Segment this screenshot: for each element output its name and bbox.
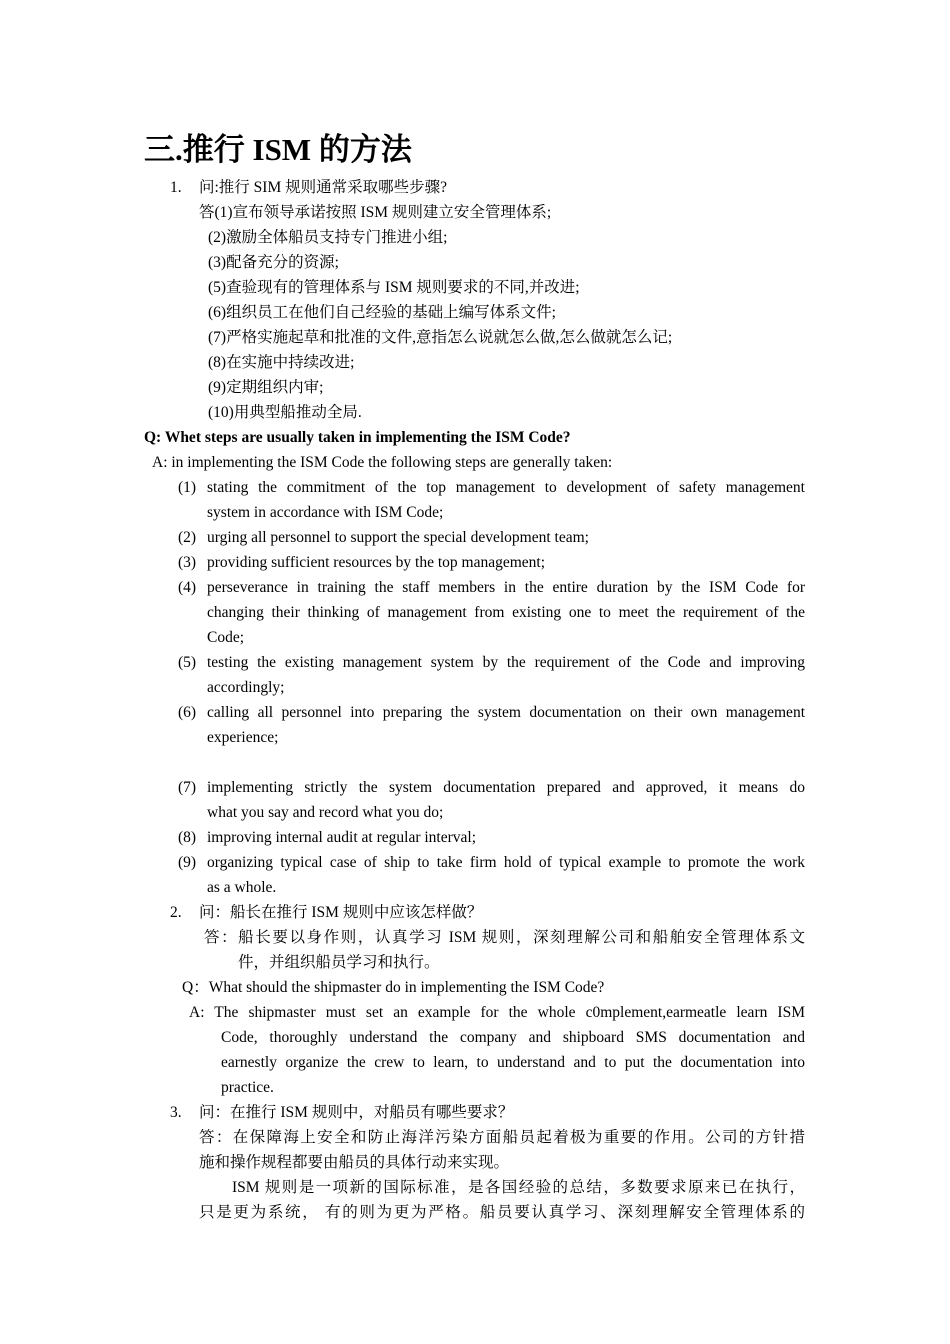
step-line: what you say and record what you do; xyxy=(207,804,444,821)
step-line: implementing strictly the system documentation prepared and approved, it means do xyxy=(207,779,805,796)
step-line: as a whole. xyxy=(207,879,277,896)
step-line: testing the existing management system by the requirement of the Code and improving xyxy=(207,654,805,671)
answer-zh-line: 答：在保障海上安全和防止海洋污染方面船员起着极为重要的作用。公司的方针措 xyxy=(199,1129,805,1146)
question-en: Q: Whet steps are usually taken in implementing the ISM Code? xyxy=(144,429,571,446)
answer-en-line: Code, thoroughly understand the company and shipboard SMS documentation and xyxy=(221,1029,805,1046)
answer-zh-line: (2)激励全体船员支持专门推进小组; xyxy=(208,229,448,246)
section-title: 三.推行 ISM 的方法 xyxy=(144,132,412,167)
question-number: 2. xyxy=(170,904,182,921)
answer-zh-line: (3)配备充分的资源; xyxy=(208,254,339,271)
step-number: (2) xyxy=(178,529,197,546)
step-number: (7) xyxy=(178,779,197,796)
step-line: organizing typical case of ship to take firm hold of typical example to promote the work xyxy=(207,854,805,871)
question-number: 1. xyxy=(170,179,182,196)
answer-zh-line: (6)组织员工在他们自己经验的基础上编写体系文件; xyxy=(208,304,556,321)
answer-zh-line: 件，并组织船员学习和执行。 xyxy=(238,954,440,971)
answer-en-intro: A: in implementing the ISM Code the following steps are generally taken: xyxy=(152,454,613,471)
step-line: changing their thinking of management from existing one to meet the requirement of the xyxy=(207,604,805,621)
answer-zh-line: (5)查验现有的管理体系与 ISM 规则要求的不同,并改进; xyxy=(208,279,580,296)
step-line: accordingly; xyxy=(207,679,285,696)
step-number: (4) xyxy=(178,579,197,596)
answer-zh-line: (7)严格实施起草和批准的文件,意指怎么说就怎么做,怎么做就怎么记; xyxy=(208,329,673,346)
answer-en-line: practice. xyxy=(221,1079,274,1096)
question-zh: 问：船长在推行 ISM 规则中应该怎样做？ xyxy=(199,904,483,921)
answer-zh-line: 施和操作规程都要由船员的具体行动来实现。 xyxy=(199,1154,510,1171)
answer-en-line: A: The shipmaster must set an example for the whole c0mplement,earmeatle learn ISM xyxy=(189,1004,805,1021)
answer-zh-line: 答：船长要以身作则，认真学习 ISM 规则，深刻理解公司和船舶安全管理体系文 xyxy=(204,929,805,946)
step-line: Code; xyxy=(207,629,245,646)
step-number: (5) xyxy=(178,654,197,671)
step-line: urging all personnel to support the special development team; xyxy=(207,529,589,546)
step-line: stating the commitment of the top management to development of safety management xyxy=(207,479,805,496)
answer-zh-line: (8)在实施中持续改进; xyxy=(208,354,355,371)
question-zh: 问:推行 SIM 规则通常采取哪些步骤? xyxy=(199,179,448,196)
step-line: experience; xyxy=(207,729,279,746)
question-en: Q：What should the shipmaster do in implementing the ISM Code? xyxy=(182,979,605,996)
answer-zh-line: (9)定期组织内审; xyxy=(208,379,324,396)
step-number: (9) xyxy=(178,854,197,871)
answer-zh-line: 答(1)宣布领导承诺按照 ISM 规则建立安全管理体系; xyxy=(199,204,552,221)
answer-en-line: earnestly organize the crew to learn, to understand and to put the documentation into xyxy=(221,1054,805,1071)
question-zh: 问：在推行 ISM 规则中，对船员有哪些要求？ xyxy=(199,1104,514,1121)
step-line: improving internal audit at regular interval; xyxy=(207,829,477,846)
step-line: system in accordance with ISM Code; xyxy=(207,504,444,521)
step-number: (1) xyxy=(178,479,197,496)
answer-zh-line: ISM 规则是一项新的国际标准，是各国经验的总结，多数要求原来已在执行， xyxy=(232,1179,805,1196)
step-line: providing sufficient resources by the top management; xyxy=(207,554,546,571)
step-number: (3) xyxy=(178,554,197,571)
step-number: (6) xyxy=(178,704,197,721)
step-line: perseverance in training the staff members in the entire duration by the ISM Code for xyxy=(207,579,805,596)
answer-zh-line: 只是更为系统， 有的则为更为严格。船员要认真学习、深刻理解安全管理体系的 xyxy=(199,1204,805,1221)
answer-zh-line: (10)用典型船推动全局. xyxy=(208,404,362,421)
step-line: calling all personnel into preparing the system documentation on their own management xyxy=(207,704,805,721)
step-number: (8) xyxy=(178,829,197,846)
question-number: 3. xyxy=(170,1104,182,1121)
